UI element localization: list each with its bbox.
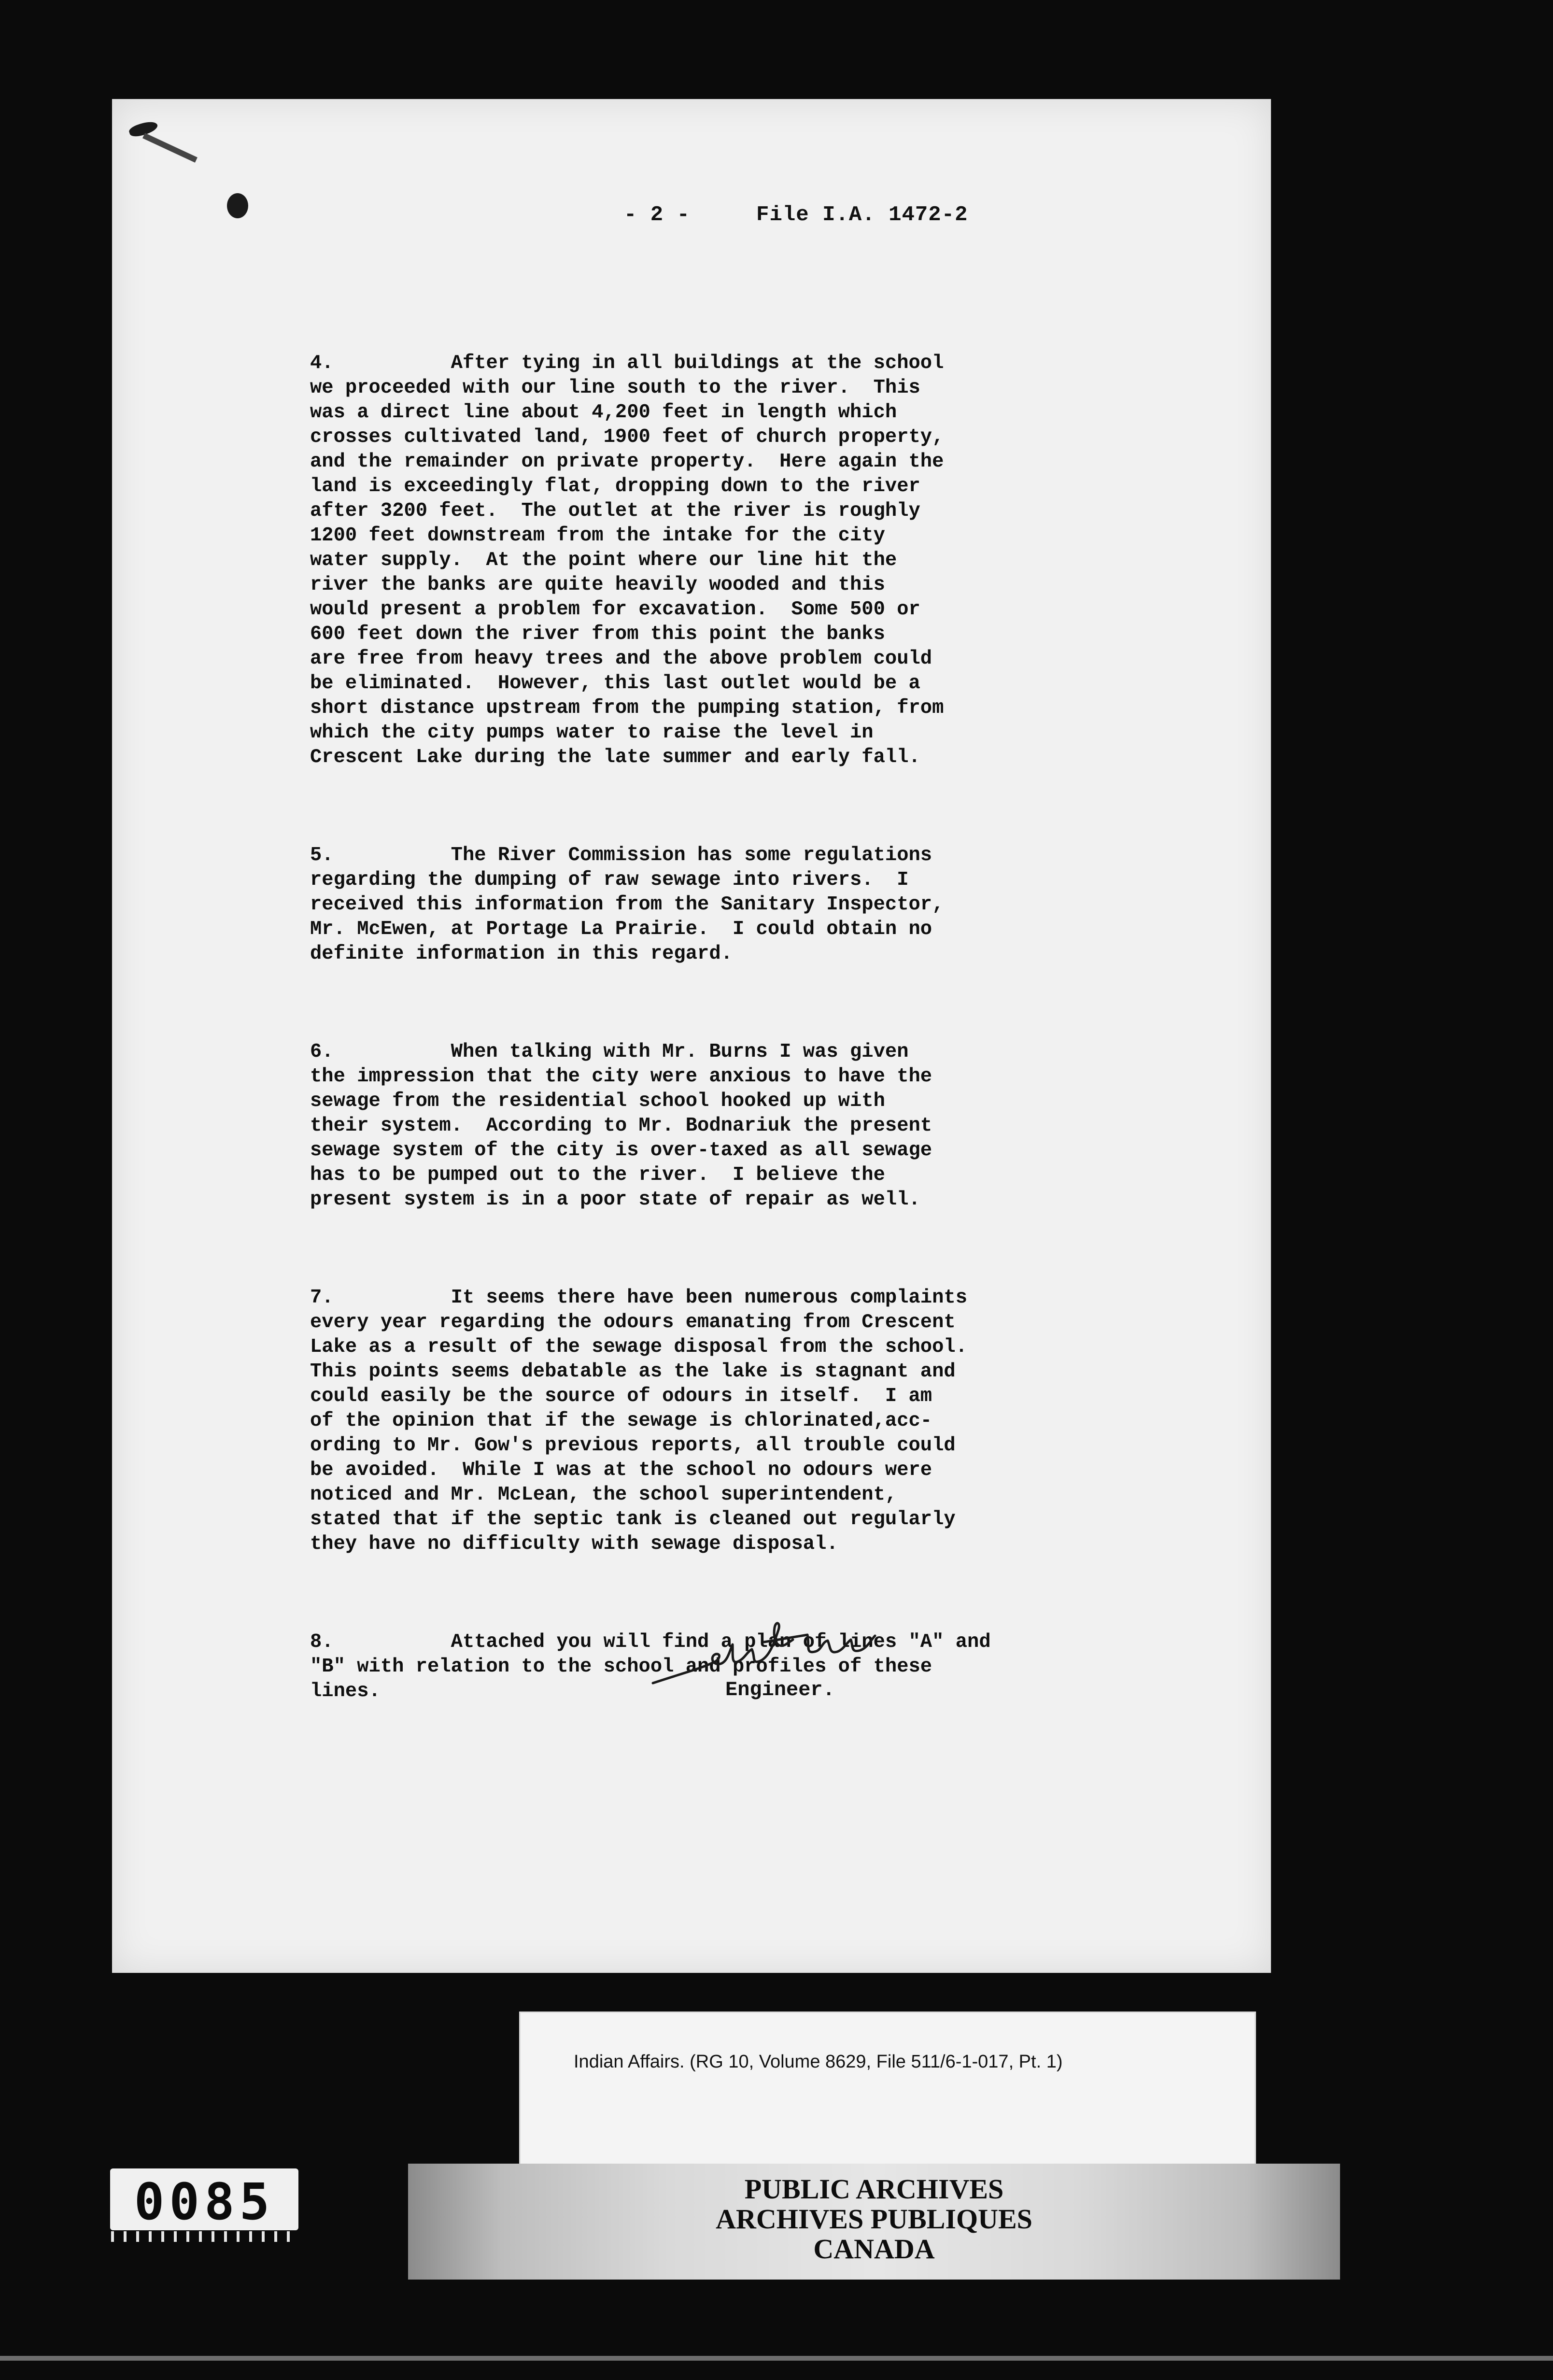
page-hole-mark <box>227 193 248 218</box>
letter-body <box>310 302 1266 1777</box>
frame-counter <box>110 2168 298 2230</box>
stamp-line-2: ARCHIVES PUBLIQUES <box>716 2203 1032 2235</box>
paragraph-4: 4. After tying in all buildings at the school we proceeded with our line south to the river. This was a direct line about 4,200 feet in length which crosses cultivated land, 1900 feet of church property, and the remainder on private property. Here again the land is exceedingly flat, dropping down to the river after 3200 feet. The outlet at the river is roughly 1200 feet downstream from the intake for the city water supply. At the point where our line hit the river the banks are quite heavily wooded and this would present a problem for excavation. Some 500 or 600 feet down the river from this point the banks are free from heavy trees and the above problem could be eliminated. However, this last outlet would be a short distance upstream from the pumping station, from which the city pumps water to raise the level in Crescent Lake during the late summer and early fall. <box>310 352 944 768</box>
paragraph-5: 5. The River Commission has some regulations regarding the dumping of raw sewage into rivers. I received this information from the Sanitary Inspector, Mr. McEwen, at Portage La Prairie. I could obtain no definite information in this regard. <box>310 844 944 965</box>
paragraph-8: 8. Attached you will find a plan of lines "A" and "B" with relation to the school and profiles of these lines. <box>310 1631 991 1702</box>
stamp-line-3: CANADA <box>813 2233 935 2265</box>
paragraph-6: 6. When talking with Mr. Burns I was given the impression that the city were anxious to have the sewage from the residential school hooked up with their system. According to Mr. Bodnariuk the present sewage system of the city is over-taxed as all sewage has to be pumped out to the river. I believe the present system is in a poor state of repair as well. <box>310 1041 932 1211</box>
stamp-line-1: PUBLIC ARCHIVES <box>744 2173 1004 2205</box>
document-page <box>112 99 1271 1973</box>
page-header: - 2 - File I.A. 1472-2 <box>624 203 968 227</box>
paragraph-7: 7. It seems there have been numerous complaints every year regarding the odours emanating from Crescent Lake as a result of the sewage disposal from the school. This points seems debatable as the lake is stagnant and could easily be the source of odours in itself. I am of the opinion that if the sewage is chlorinated,acc- ording to Mr. Gow's previous reports, all trouble could be avoided. While I was at the school no odours were noticed and Mr. McLean, the school superintendent, stated that if the septic tank is cleaned out regularly they have no difficulty with sewage disposal. <box>310 1287 968 1555</box>
archives-stamp-strip <box>408 2164 1340 2280</box>
archive-reference-label <box>519 2012 1256 2169</box>
film-edge <box>0 2356 1553 2361</box>
page-corner-fold <box>142 133 198 163</box>
counter-tick-marks <box>111 2231 297 2242</box>
signature-title: Engineer. <box>725 1678 835 1701</box>
archives-stamp <box>408 2174 1340 2264</box>
archive-reference-text: Indian Affairs. (RG 10, Volume 8629, File 511/6-1-017, Pt. 1) <box>574 2052 1063 2072</box>
frame-number: 0085 <box>134 2172 275 2231</box>
